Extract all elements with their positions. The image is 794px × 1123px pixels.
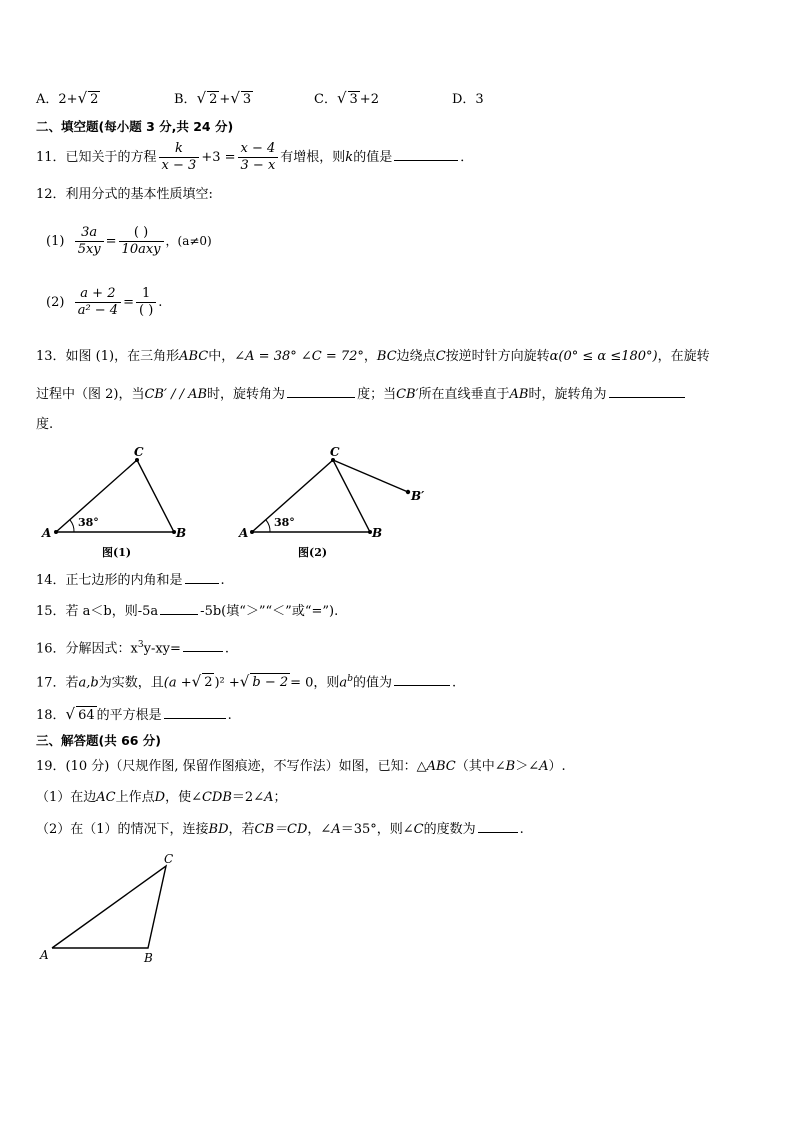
choice-a: A．2+√ 2 (36, 89, 99, 107)
section-2-heading: 二、填空题(每小题 3 分,共 24 分) (36, 119, 234, 134)
question-19-stem: 19．(10 分)（尺规作图, 保留作图痕迹，不写作法）如图，已知：△ABC（其中∠B＞∠A）. (36, 759, 566, 774)
label-c: C (330, 445, 340, 459)
question-17: 17．若a,b为实数，且(a +√ 2 )² +√ b − 2 = 0，则$a^b$的值为 . (36, 672, 457, 691)
choice-b: B．√ 2 +√ 3 (174, 89, 252, 107)
label-b: B (176, 526, 187, 540)
label-c: C (134, 445, 144, 459)
label-b: B (372, 526, 383, 540)
figure-3 (36, 850, 186, 970)
section-3-heading: 三、解答题(共 66 分) (36, 733, 162, 748)
label-b-prime: B′ (411, 489, 425, 503)
figure-caption: 图(2) (298, 546, 328, 559)
question-12-part-2: (2) $\frac{a + 2}{\text{a² − 4}}$ = $\frac{1}{( )}$ . (46, 286, 163, 318)
question-13-line-2: 过程中（图 2)，当CB′ / / AB时，旋转角为 度；当CB′所在直线垂直于AB时，旋转角为 (36, 385, 687, 404)
triangle-abc (52, 866, 166, 948)
question-19-part-2: （2）在（1）的情况下，连接BD，若CB＝CD，∠A＝35°，则∠C的度数为 . (36, 822, 524, 837)
question-13-line-3: 度. (36, 417, 54, 432)
question-18: 18．√ 64 的平方根是 . (36, 705, 232, 723)
label-b: B (144, 951, 153, 965)
angle-label: 38° (274, 516, 295, 529)
triangle-abc (252, 460, 370, 532)
label-c: C (164, 852, 174, 866)
question-19-part-1: （1）在边AC上作点D，使∠CDB＝2∠A； (36, 790, 287, 805)
figure-1 (36, 440, 206, 565)
choice-d: D．3 (452, 92, 484, 107)
label-a: A (239, 526, 249, 540)
question-12: 12．利用分式的基本性质填空: (36, 187, 213, 202)
question-13-line-1: 13．如图 (1)，在三角形ABC中，∠A = 38° ∠C = 72°，BC边绕点C按逆时针方向旋转α(0° ≤ α ≤180°)，在旋转 (36, 349, 710, 364)
angle-label: 38° (78, 516, 99, 529)
question-14: 14．正七边形的内角和是 . (36, 573, 225, 588)
figure-caption: 图(1) (102, 546, 132, 559)
question-15: 15．若 a＜b，则-5a -5b(填“＞”“＜”或“=”). (36, 604, 339, 619)
triangle-abc (56, 460, 174, 532)
label-a: A (42, 526, 52, 540)
question-12-part-1: (1) $\frac{3a}{5xy}$ = $\frac{( )}{\text{10axy}}$ ，(a≠0) (46, 225, 212, 257)
question-16: 16．分解因式：$x^3y-xy=$ . (36, 640, 230, 657)
question-11: 11．已知关于的方程 $\frac{k}{x - 3}$ +3 = $\frac{x - 4}{3 - x}$ 有增根，则k的值是 ． (36, 141, 474, 173)
figure-2 (236, 440, 436, 565)
choice-c: C．√ 3 +2 (314, 89, 379, 107)
label-a: A (40, 948, 49, 962)
segment-cb-prime (333, 460, 408, 492)
